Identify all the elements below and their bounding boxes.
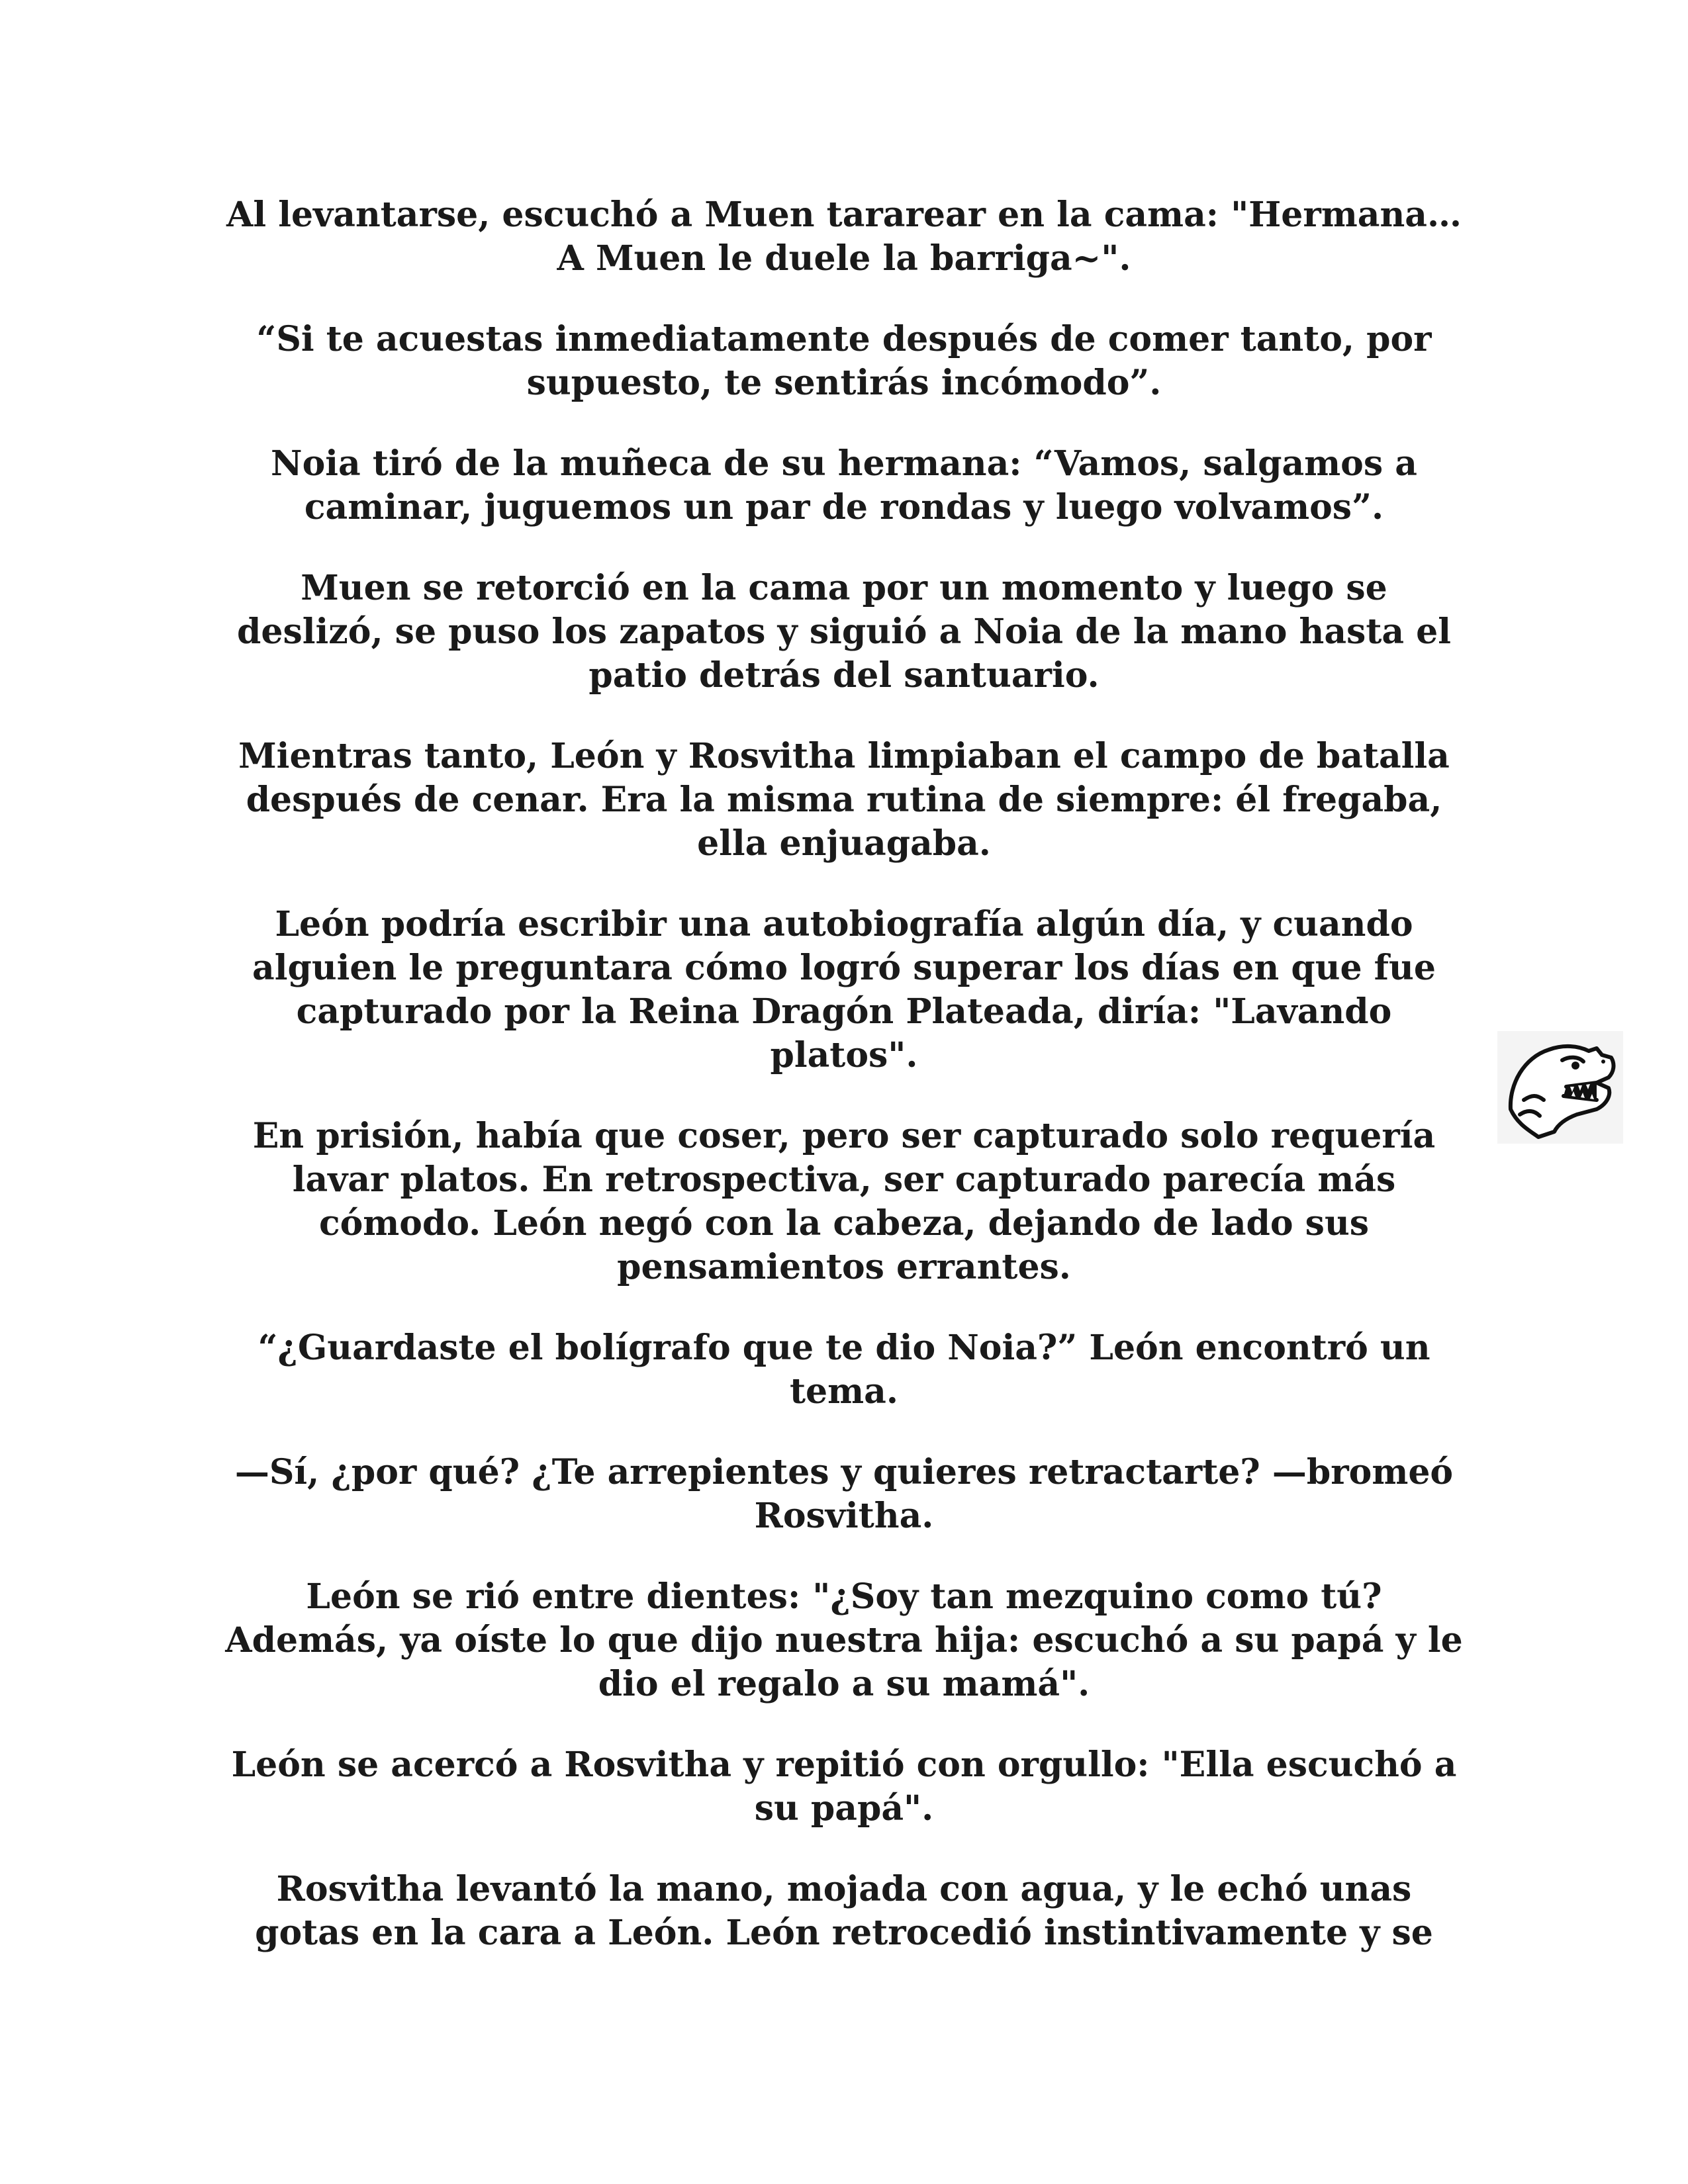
paragraph: Muen se retorció en la cama por un momento y luego se deslizó, se puso los zapatos y siguió a Noia de la mano hasta el patio detrás del santuario.: [237, 568, 1451, 696]
dinosaur-head-icon: [1497, 1031, 1623, 1144]
paragraph: “¿Guardaste el bolígrafo que te dio Noia?” León encontró un tema.: [258, 1328, 1430, 1412]
paragraph: Al levantarse, escuchó a Muen tararear en la cama: "Hermana… A Muen le duele la barriga~".: [226, 195, 1462, 279]
paragraph: León podría escribir una autobiografía algún día, y cuando alguien le preguntara cómo logró superar los días en que fue capturado por la Reina Dragón Plateada, diría: "Lavando platos".: [252, 904, 1436, 1075]
paragraph: —Sí, ¿por qué? ¿Te arrepientes y quieres retractarte? —bromeó Rosvitha.: [234, 1452, 1454, 1536]
paragraph: Mientras tanto, León y Rosvitha limpiaban el campo de batalla después de cenar. Era la misma rutina de siempre: él fregaba, ella enjuagaba.: [238, 736, 1450, 864]
paragraph: En prisión, había que coser, pero ser capturado solo requería lavar platos. En retrospectiva, ser capturado parecía más cómodo. León negó con la cabeza, dejando de lado sus pensamientos errantes.: [252, 1116, 1436, 1287]
body-text: [225, 193, 1463, 1992]
paragraph: León se rió entre dientes: "¿Soy tan mezquino como tú? Además, ya oíste lo que dijo nuestra hija: escuchó a su papá y le dio el regalo a su mamá".: [225, 1576, 1463, 1704]
paragraph: León se acercó a Rosvitha y repitió con orgullo: "Ella escuchó a su papá".: [231, 1745, 1457, 1829]
paragraph: Noia tiró de la muñeca de su hermana: “Vamos, salgamos a caminar, juguemos un par de rondas y luego volvamos”.: [271, 443, 1417, 527]
paragraph: “Si te acuestas inmediatamente después de comer tanto, por supuesto, te sentirás incómodo”.: [256, 319, 1432, 403]
paragraph: Rosvitha levantó la mano, mojada con agua, y le echó unas gotas en la cara a León. León retrocedió instintivamente y se: [255, 1869, 1433, 1953]
